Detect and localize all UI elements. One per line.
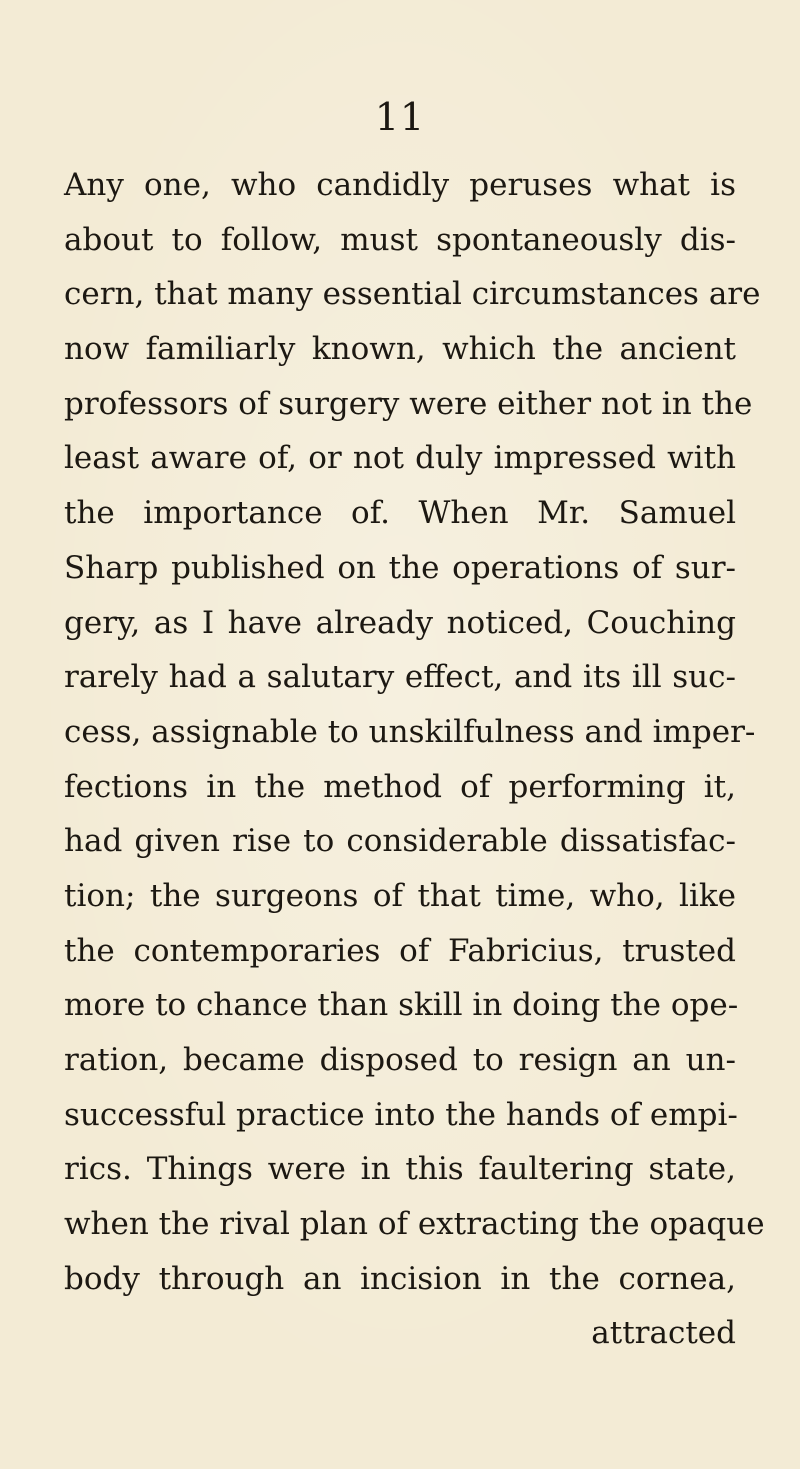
text-line: fections in the method of performing it, — [64, 768, 736, 805]
text-line: rics. Things were in this faultering state, — [64, 1151, 736, 1188]
page-number: 11 — [374, 95, 426, 139]
text-line: successful practice into the hands of empi- — [64, 1096, 738, 1133]
text-line: more to chance than skill in doing the ope- — [64, 987, 739, 1024]
text-line: the contemporaries of Fabricius, trusted — [64, 932, 736, 969]
text-line: cess, assignable to unskilfulness and imper- — [64, 713, 756, 750]
text-line: tion; the surgeons of that time, who, like — [64, 877, 736, 914]
text-line: rarely had a salutary effect, and its ill suc- — [64, 659, 736, 696]
text-line: ration, became disposed to resign an un- — [64, 1042, 736, 1078]
catchword: attracted — [591, 1315, 736, 1352]
text-line: Any one, who candidly peruses what is — [64, 167, 736, 203]
text-line: gery, as I have already noticed, Couching — [64, 604, 736, 641]
body-text — [64, 158, 765, 1361]
text-line: Sharp published on the operations of sur- — [64, 549, 736, 586]
text-line: the importance of. When Mr. Samuel — [64, 495, 736, 532]
text-line: cern, that many essential circumstances are — [64, 276, 761, 313]
text-line: when the rival plan of extracting the opaque — [64, 1206, 765, 1243]
text-line: least aware of, or not duly impressed with — [64, 440, 736, 477]
text-line: had given rise to considerable dissatisfac- — [64, 823, 736, 860]
text-line: about to follow, must spontaneously dis- — [64, 221, 736, 258]
text-line: body through an incision in the cornea, — [64, 1260, 736, 1297]
text-line: professors of surgery were either not in the — [64, 385, 753, 422]
text-line: now familiarly known, which the ancient — [64, 331, 736, 368]
